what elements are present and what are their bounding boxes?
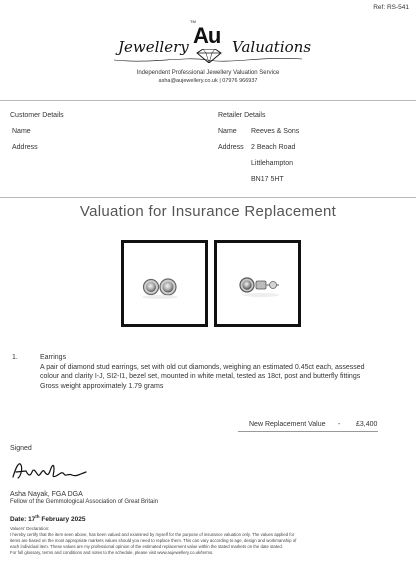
document-title: Valuation for Insurance Replacement: [79, 203, 337, 220]
replacement-value-amount: £3,400: [356, 421, 378, 428]
retailer-address-line-2: Littlehampton: [251, 160, 294, 167]
customer-address-label: Address: [12, 144, 38, 151]
retailer-heading: Retailer Details: [218, 112, 266, 119]
declaration-line: items are based on the most appropriate markets values should you need to replace them. This can vary according to age, design and workmanship of: [10, 538, 297, 543]
retailer-address-label: Address: [218, 144, 244, 151]
customer-name-label: Name: [12, 128, 31, 135]
item-description: A pair of diamond stud earrings, set with old cut diamonds, weighing an estimated 0.45ct each, assessed colour and clarity I-J, SI2-I1, bezel set, mounted in white metal, tested as 18ct, post and butterfly fittings: [40, 364, 365, 381]
company-logo: [0, 16, 416, 66]
declaration-line: each individual item. These values are my professional opinion of the estimated replacement value within the stated markets on the date stated.: [10, 544, 283, 549]
logo-text-left: Jewellery: [118, 38, 189, 56]
retailer-name-value: Reeves & Sons: [251, 128, 300, 135]
declaration-heading: Valuers' Declaration:: [10, 526, 50, 531]
declaration-line: I hereby certify that the item seen above, has been valued and examined by myself for the purpose of insurance valuation only. The values applied for: [10, 532, 295, 537]
retailer-address-line-3: BN17 5HT: [251, 176, 284, 183]
flourish-icon: [112, 54, 304, 64]
retailer-name-label: Name: [218, 128, 237, 135]
customer-heading: Customer Details: [10, 112, 64, 119]
item-details: [40, 363, 380, 391]
date-label: Date:: [10, 516, 29, 524]
reference-number: Ref: RS-541: [373, 4, 409, 11]
retailer-address-line-1: 2 Beach Road: [251, 144, 296, 151]
declaration-line: For full glossary, terms and conditions and notes to the schedule, please visit www.aujewellery.co.uk/terms.: [10, 550, 214, 555]
company-contact: asha@aujewellery.co.uk | 07976 966937: [158, 78, 258, 84]
valuers-declaration: [10, 526, 408, 556]
replacement-value-separator: -: [338, 421, 341, 428]
replacement-value-rule: [238, 431, 378, 432]
item-name: Earrings: [40, 354, 67, 361]
date-month-year: February 2025: [39, 516, 86, 524]
date-day: 17: [28, 516, 36, 524]
earrings-photo-side: [214, 240, 301, 327]
earring-pair-image: [124, 243, 205, 324]
handwritten-signature: [10, 457, 90, 483]
date-day-suffix: th: [35, 514, 40, 519]
replacement-value-label: New Replacement Value: [249, 421, 326, 428]
earring-side-image: [217, 243, 298, 324]
signed-label: Signed: [10, 445, 32, 452]
header-divider: [0, 100, 416, 101]
logo-trademark: TM: [190, 19, 196, 24]
valuation-date: [10, 514, 85, 523]
item-gross-weight: Gross weight approximately 1.79 grams: [40, 382, 164, 390]
company-tagline: Independent Professional Jewellery Valuation Service: [136, 70, 280, 76]
details-divider: [0, 197, 416, 198]
logo-mark: Au: [193, 23, 221, 48]
logo-text-right: Valuations: [232, 38, 312, 56]
signer-name: Asha Nayak, FGA DGA: [10, 491, 83, 498]
earrings-photo-front: [121, 240, 208, 327]
signer-fellowship: Fellow of the Gemmological Association of Great Britain: [10, 499, 159, 505]
item-number: 1.: [12, 354, 18, 361]
